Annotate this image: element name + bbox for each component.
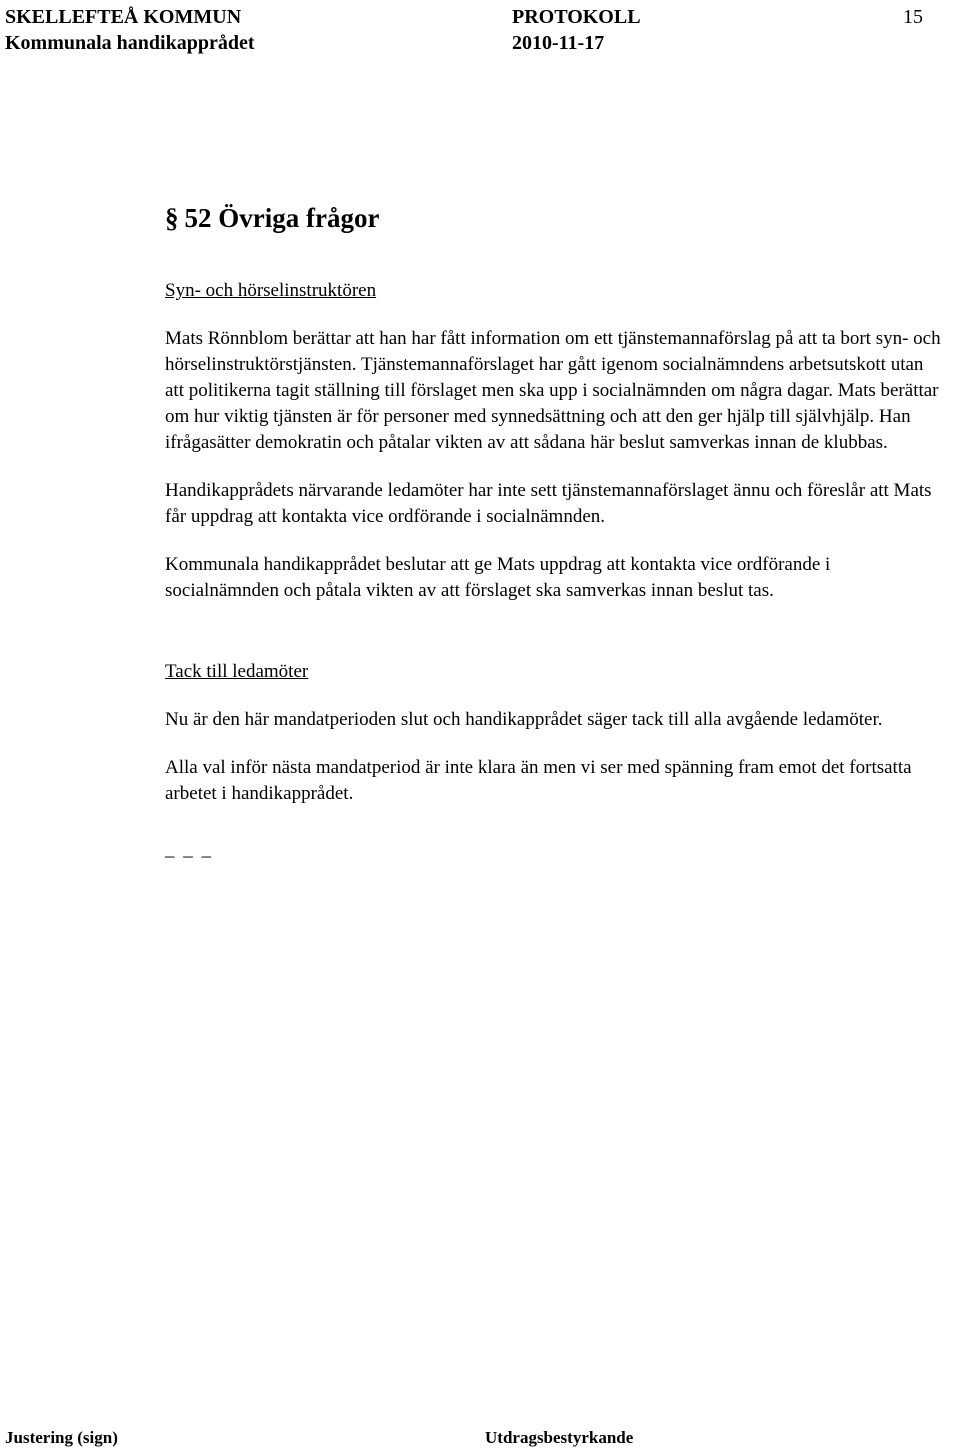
document-body — [165, 198, 945, 863]
topic-paragraph: Kommunala handikapprådet beslutar att ge Mats uppdrag att kontakta vice ordförande i socialnämnden och påtala vikten av att förslaget ska samverkas innan beslut tas. — [165, 554, 831, 601]
meeting-date: 2010-11-17 — [512, 32, 605, 54]
topic-paragraph: Mats Rönnblom berättar att han har fått information om ett tjänstemannaförslag på att ta bort syn- och hörselinstruktörstjänsten. Tjänstemannaförslaget har gått igenom socialnämndens arbetsutskott utan att politikerna tagit ställning till förslaget men ska upp i socialnämnden om några dagar. Mats berättar om hur viktig tjänsten är för personer med synnedsättning och att den ger hjälp till självhjälp. Han ifrågasätter demokratin och påtalar vikten av att sådana här beslut samverkas innan de klubbas. — [165, 328, 941, 453]
topic-thanks — [165, 659, 945, 807]
section-title: 52 Övriga frågor — [184, 203, 380, 233]
topic-paragraph: Alla val inför nästa mandatperiod är inte klara än men vi ser med spänning fram emot det fortsatta arbetet i handikapprådet. — [165, 757, 912, 804]
organization-name: SKELLEFTEÅ KOMMUN — [5, 6, 242, 28]
footer-utdragsbestyrkande: Utdragsbestyrkande — [485, 1428, 634, 1447]
topic-heading: Tack till ledamöter — [165, 661, 309, 682]
paragraph-sign: § — [165, 203, 179, 233]
committee-name: Kommunala handikapprådet — [5, 32, 255, 54]
document-type: PROTOKOLL — [512, 6, 641, 28]
page-number: 15 — [903, 6, 923, 28]
topic-heading: Syn- och hörselinstruktören — [165, 280, 377, 301]
topic-paragraph: Handikapprådets närvarande ledamöter har inte sett tjänstemannaförslaget ännu och föreslår att Mats får uppdrag att kontakta vice ordförande i socialnämnden. — [165, 480, 932, 527]
section-heading — [165, 198, 945, 238]
footer-justering: Justering (sign) — [5, 1428, 118, 1447]
topic-vision-hearing — [165, 278, 945, 604]
end-marker: _ _ _ — [165, 839, 213, 860]
topic-paragraph: Nu är den här mandatperioden slut och handikapprådet säger tack till alla avgående ledamöter. — [165, 709, 883, 730]
